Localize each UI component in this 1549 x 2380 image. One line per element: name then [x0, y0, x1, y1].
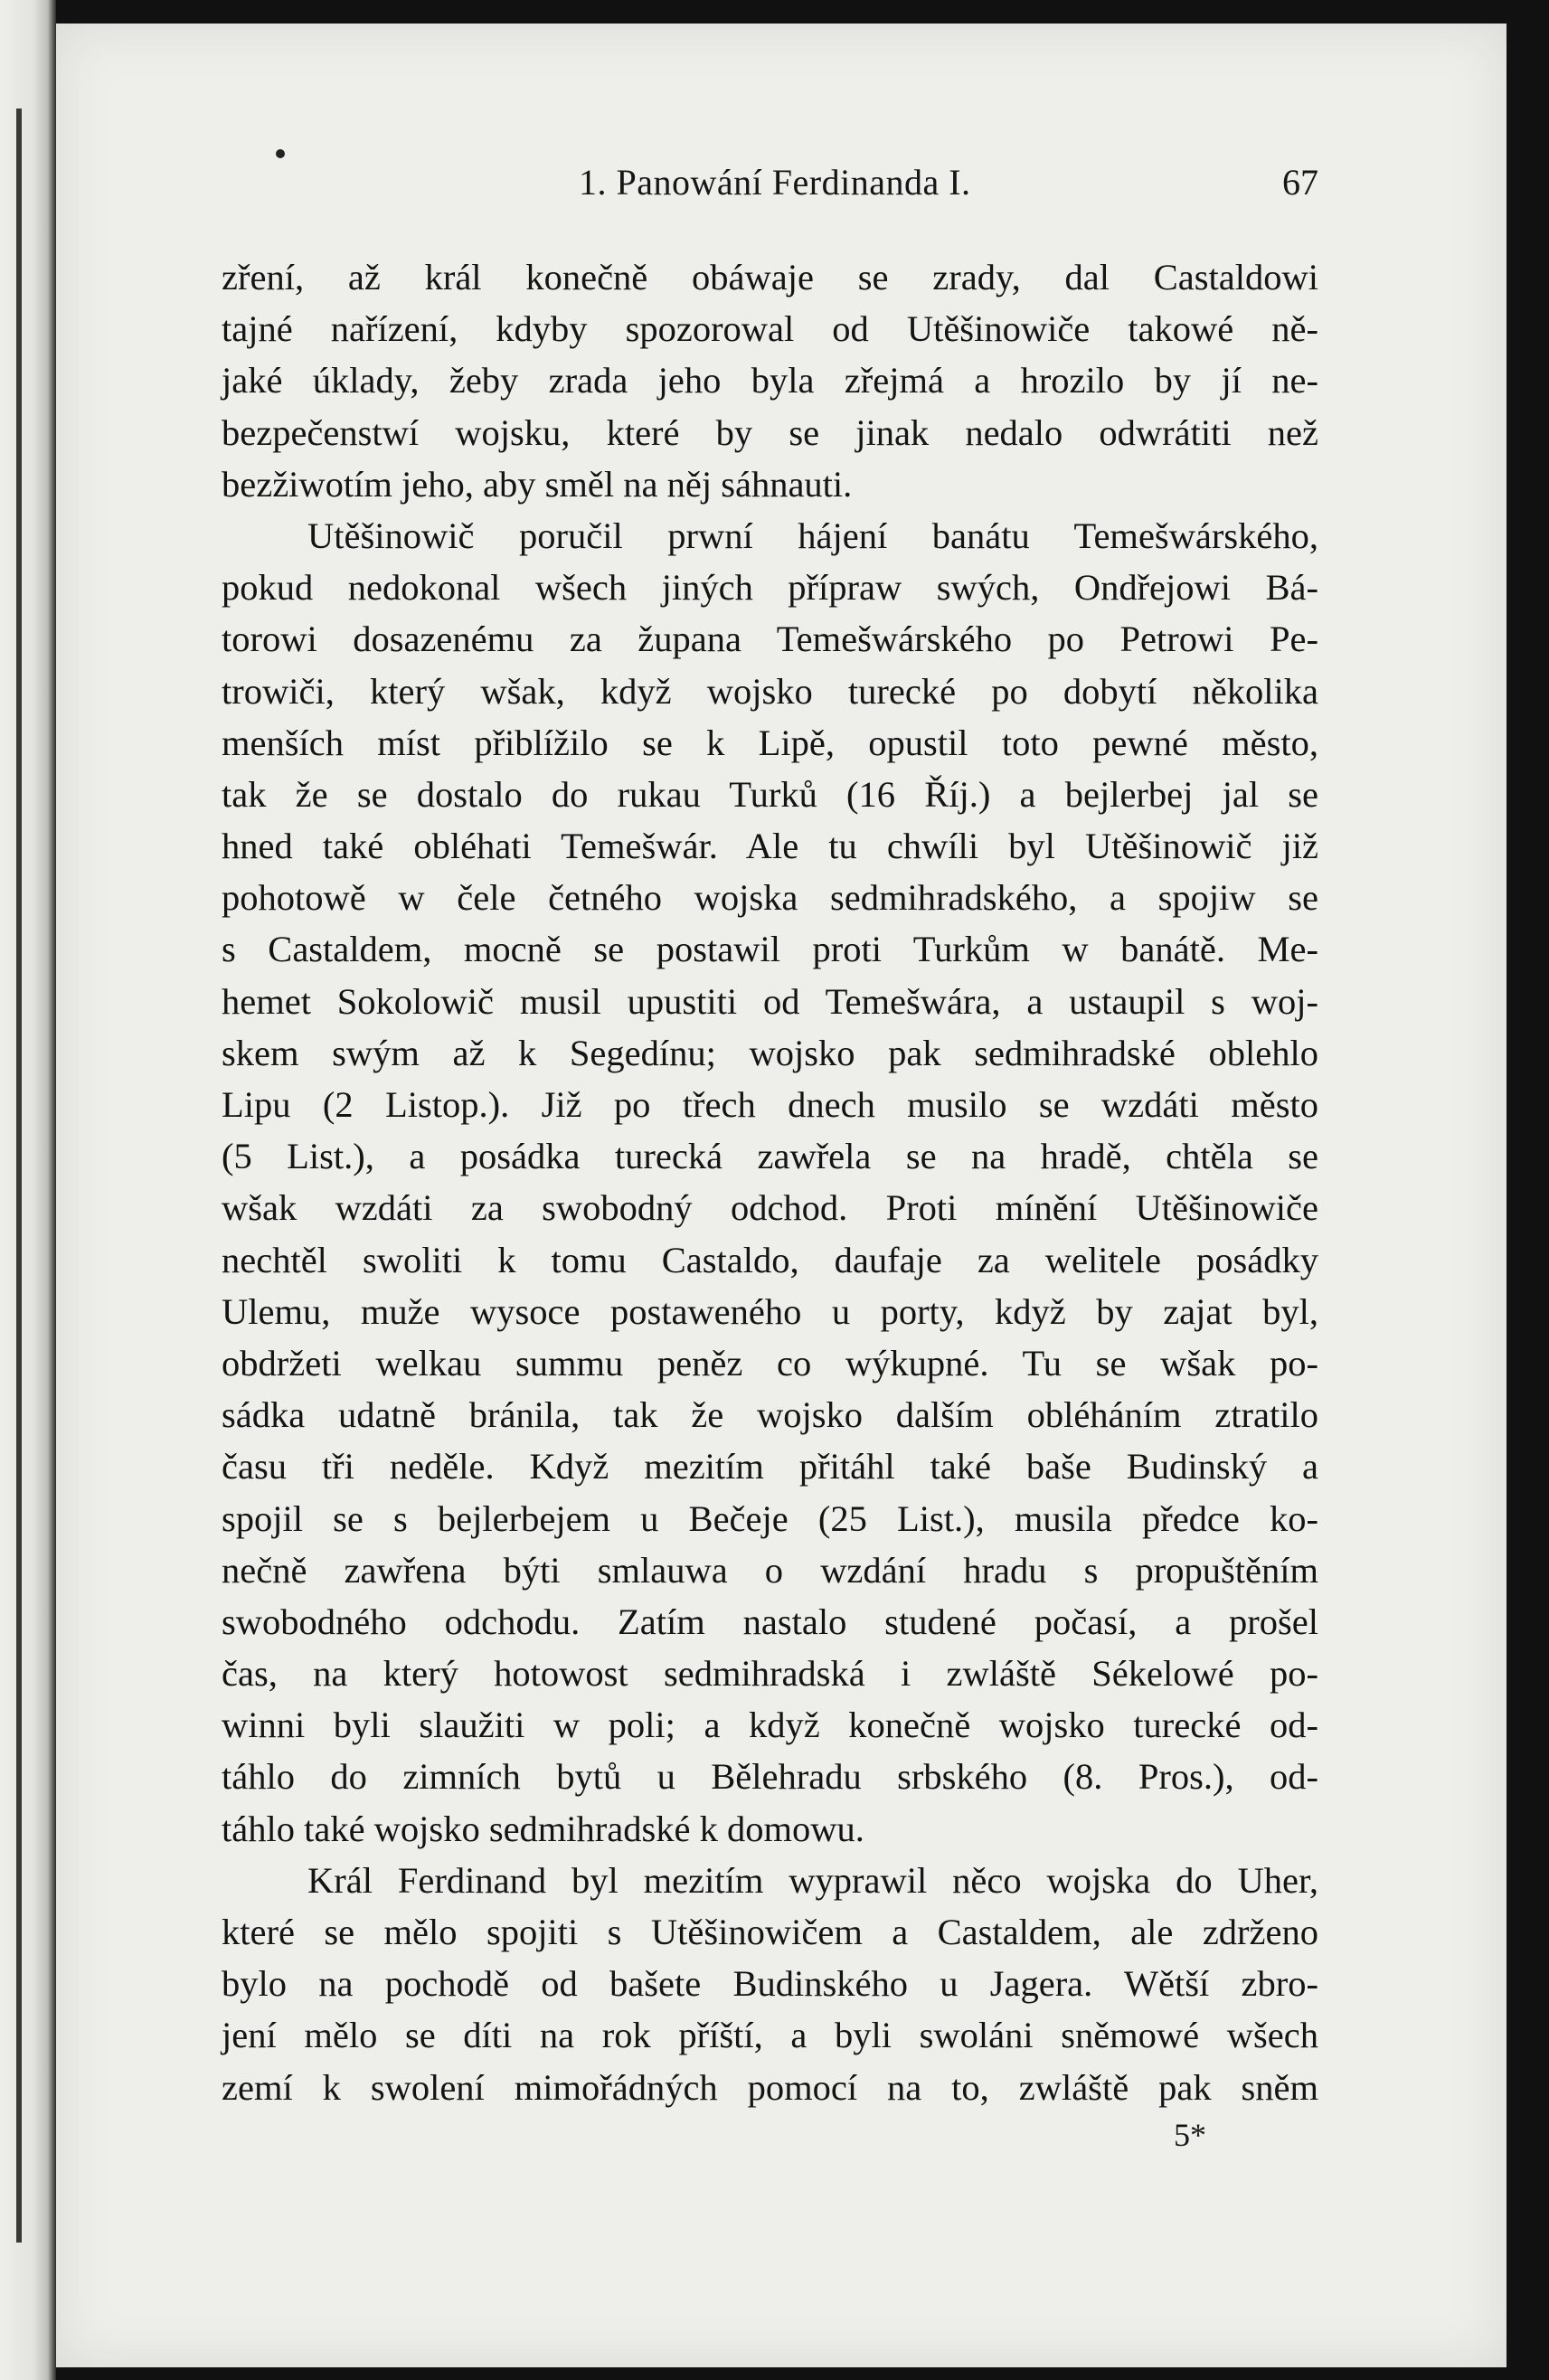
- text-line: obdržeti welkau summu peněz co wýkupné. Tu se wšak po-: [222, 1342, 1318, 1384]
- text-line: které se mělo spojiti s Utěšinowičem a Castaldem, ale zdrženo: [222, 1912, 1318, 1952]
- page-number: 67: [1282, 162, 1318, 203]
- text-line: skem swým až k Segedínu; wojsko pak sedmihradské oblehlo: [222, 1032, 1318, 1073]
- text-line: torowi dosazenému za župana Temešwárského po Petrowi Pe-: [222, 619, 1318, 660]
- text-line: spojil se s bejlerbejem u Bečeje (25 List.), musila předce ko-: [222, 1497, 1318, 1539]
- text-line: tak že se dostalo do rukau Turků (16 Říj.) a bejlerbej jal se: [222, 773, 1318, 815]
- text-line: menších míst přiblížilo se k Lipě, opustil toto pewné město,: [222, 722, 1318, 763]
- text-line: bezpečenstwí wojsku, které by se jinak nedalo odwrátiti než: [222, 411, 1318, 453]
- binding-shadow-line: [16, 109, 22, 2243]
- text-line: zemí k swolení mimořádných pomocí na to, zwláště pak sněm: [222, 2066, 1318, 2108]
- text-line: nechtěl swoliti k tomu Castaldo, daufaje za welitele posádky: [222, 1239, 1318, 1280]
- text-line: hned také obléhati Temešwár. Ale tu chwíli byl Utěšinowič již: [222, 826, 1318, 867]
- text-line: táhlo do zimních bytů u Bělehradu srbského (8. Pros.), od-: [222, 1756, 1318, 1798]
- text-line: pohotowě w čele četného wojska sedmihradského, a spojiw se: [222, 877, 1318, 919]
- text-line: hemet Sokolowič musil upustiti od Temešwára, a ustaupil s woj-: [222, 980, 1318, 1022]
- text-line: jení mělo se díti na rok příští, a byli swoláni sněmowé wšech: [222, 2015, 1318, 2056]
- page-header: [172, 161, 1318, 215]
- text-line: zření, až král konečně obáwaje se zrady, dal Castaldowi: [222, 257, 1318, 298]
- text-line: Utěšinowič poručil prwní hájení banátu Temešwárského,: [307, 515, 1318, 556]
- ink-speck: [276, 149, 285, 158]
- text-line: pokud nedokonal wšech jiných příprаw swých, Ondřejowi Bá-: [222, 567, 1318, 609]
- text-line: času tři neděle. Když mezitím přitáhl také baše Budinský a: [222, 1446, 1318, 1488]
- text-line: swobodného odchodu. Zatím nastalo studené počasí, a prošel: [222, 1601, 1318, 1642]
- text-line: wšak wzdáti za swobodný odchod. Proti mínění Utěšinowiče: [222, 1187, 1318, 1229]
- text-line: tajné nařízení, kdyby spozorowal od Utěšinowiče takowé ně-: [222, 308, 1318, 350]
- text-line: Ulemu, muže wysoce postaweného u porty, když by zajat byl,: [222, 1290, 1318, 1332]
- text-line: sádka udatně bránila, tak že wojsko dalším obléháním ztratilo: [222, 1394, 1318, 1436]
- text-line: jaké úklady, žeby zrada jeho byla zřejmá a hrozilo by jí ne-: [222, 360, 1318, 401]
- body-text: [222, 251, 1318, 2113]
- text-line: táhlo také wojsko sedmihradské k domowu.: [222, 1808, 864, 1849]
- text-line: s Castaldem, mocně se postawil proti Turkům w banátě. Me-: [222, 929, 1318, 970]
- text-line: Lipu (2 Listop.). Již po třech dnech musilo se wzdáti město: [222, 1084, 1318, 1125]
- text-line: nečně zawřena býti smlauwa o wzdání hradu s propuštěním: [222, 1549, 1318, 1591]
- book-binding-edge: [0, 0, 56, 2380]
- text-line: bylo na pochodě od bašete Budinského u Jagera. Wětší zbro-: [222, 1963, 1318, 2005]
- text-line: bezžiwotím jeho, aby směl na něj sáhnauti.: [222, 463, 853, 505]
- running-title: 1. Panowání Ferdinanda I.: [579, 162, 971, 203]
- text-line: Král Ferdinand byl mezitím wyprawil něco wojska do Uher,: [307, 1859, 1318, 1901]
- text-line: trowiči, který wšak, když wojsko turecké po dobytí několika: [222, 670, 1318, 712]
- text-line: winni byli slaužiti w poli; a když konečně wojsko turecké od-: [222, 1705, 1318, 1746]
- text-line: (5 List.), a posádka turecká zawřela se na hradě, chtěla se: [222, 1136, 1318, 1177]
- signature-mark: 5*: [1174, 2117, 1206, 2153]
- text-line: čas, na který hotowost sedmihradská i zwláště Sékelowé po-: [222, 1653, 1318, 1695]
